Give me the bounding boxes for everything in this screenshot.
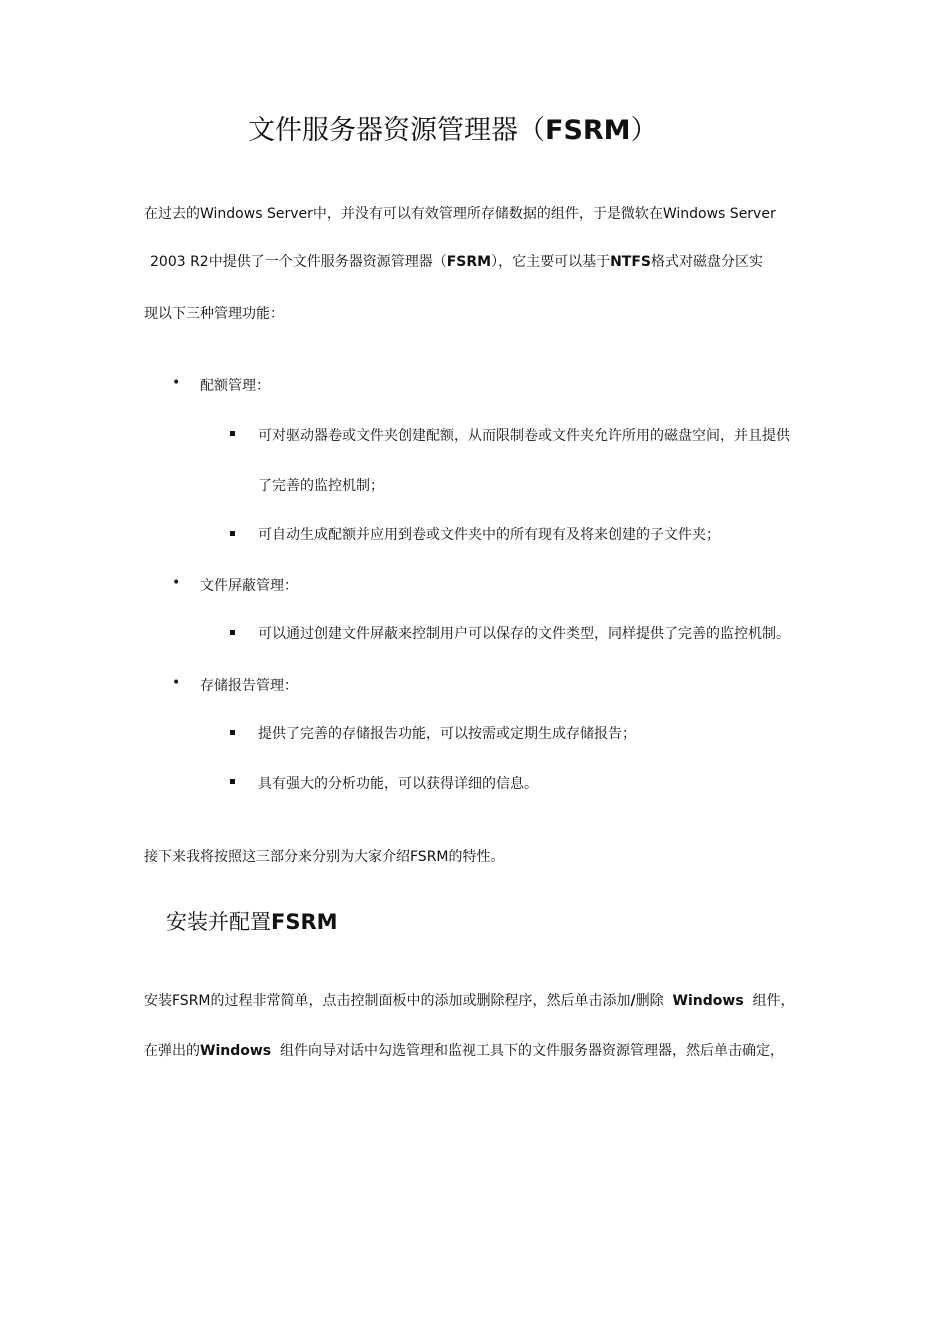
intro-line-3: 现以下三种管理功能： bbox=[144, 306, 284, 322]
outro-paragraph: 接下来我将按照这三部分来分别为大家介绍FSRM的特性。 bbox=[144, 849, 505, 865]
feature-item: 提供了完善的存储报告功能，可以按需或定期生成存储报告； bbox=[258, 726, 636, 742]
feature-label-quota: 配额管理： bbox=[200, 378, 270, 394]
square-bullet-icon bbox=[230, 431, 235, 436]
bullet-dot-icon: • bbox=[172, 575, 181, 591]
feature-label-storage-report: 存储报告管理： bbox=[200, 678, 298, 694]
bullet-dot-icon: • bbox=[172, 375, 181, 391]
intro-line-2: 2003 R2中提供了一个文件服务器资源管理器（FSRM），它主要可以基于NTFS格式对磁盘分区实 bbox=[150, 254, 763, 270]
feature-item: 可自动生成配额并应用到卷或文件夹中的所有现有及将来创建的子文件夹； bbox=[258, 527, 720, 543]
square-bullet-icon bbox=[230, 630, 235, 635]
feature-item: 具有强大的分析功能，可以获得详细的信息。 bbox=[258, 776, 538, 792]
section-heading: 安装并配置FSRM bbox=[166, 910, 338, 934]
square-bullet-icon bbox=[230, 730, 235, 735]
square-bullet-icon bbox=[230, 779, 235, 784]
intro-line-1: 在过去的Windows Server中，并没有可以有效管理所存储数据的组件，于是微软在Windows Server bbox=[144, 206, 776, 222]
square-bullet-icon bbox=[230, 531, 235, 536]
install-line-2: 在弹出的Windows 组件向导对话中勾选管理和监视工具下的文件服务器资源管理器，然后单击确定， bbox=[144, 1043, 785, 1059]
feature-item-continued: 了完善的监控机制； bbox=[258, 478, 384, 494]
page-title: 文件服务器资源管理器（FSRM） bbox=[248, 115, 658, 146]
feature-label-file-screen: 文件屏蔽管理： bbox=[200, 578, 298, 594]
feature-item: 可以通过创建文件屏蔽来控制用户可以保存的文件类型，同样提供了完善的监控机制。 bbox=[258, 626, 790, 642]
install-line-1: 安装FSRM的过程非常简单，点击控制面板中的添加或删除程序，然后单击添加/删除 Windows 组件， bbox=[144, 993, 795, 1009]
feature-item: 可对驱动器卷或文件夹创建配额，从而限制卷或文件夹允许所用的磁盘空间，并且提供 bbox=[258, 428, 790, 444]
bullet-dot-icon: • bbox=[172, 675, 181, 691]
